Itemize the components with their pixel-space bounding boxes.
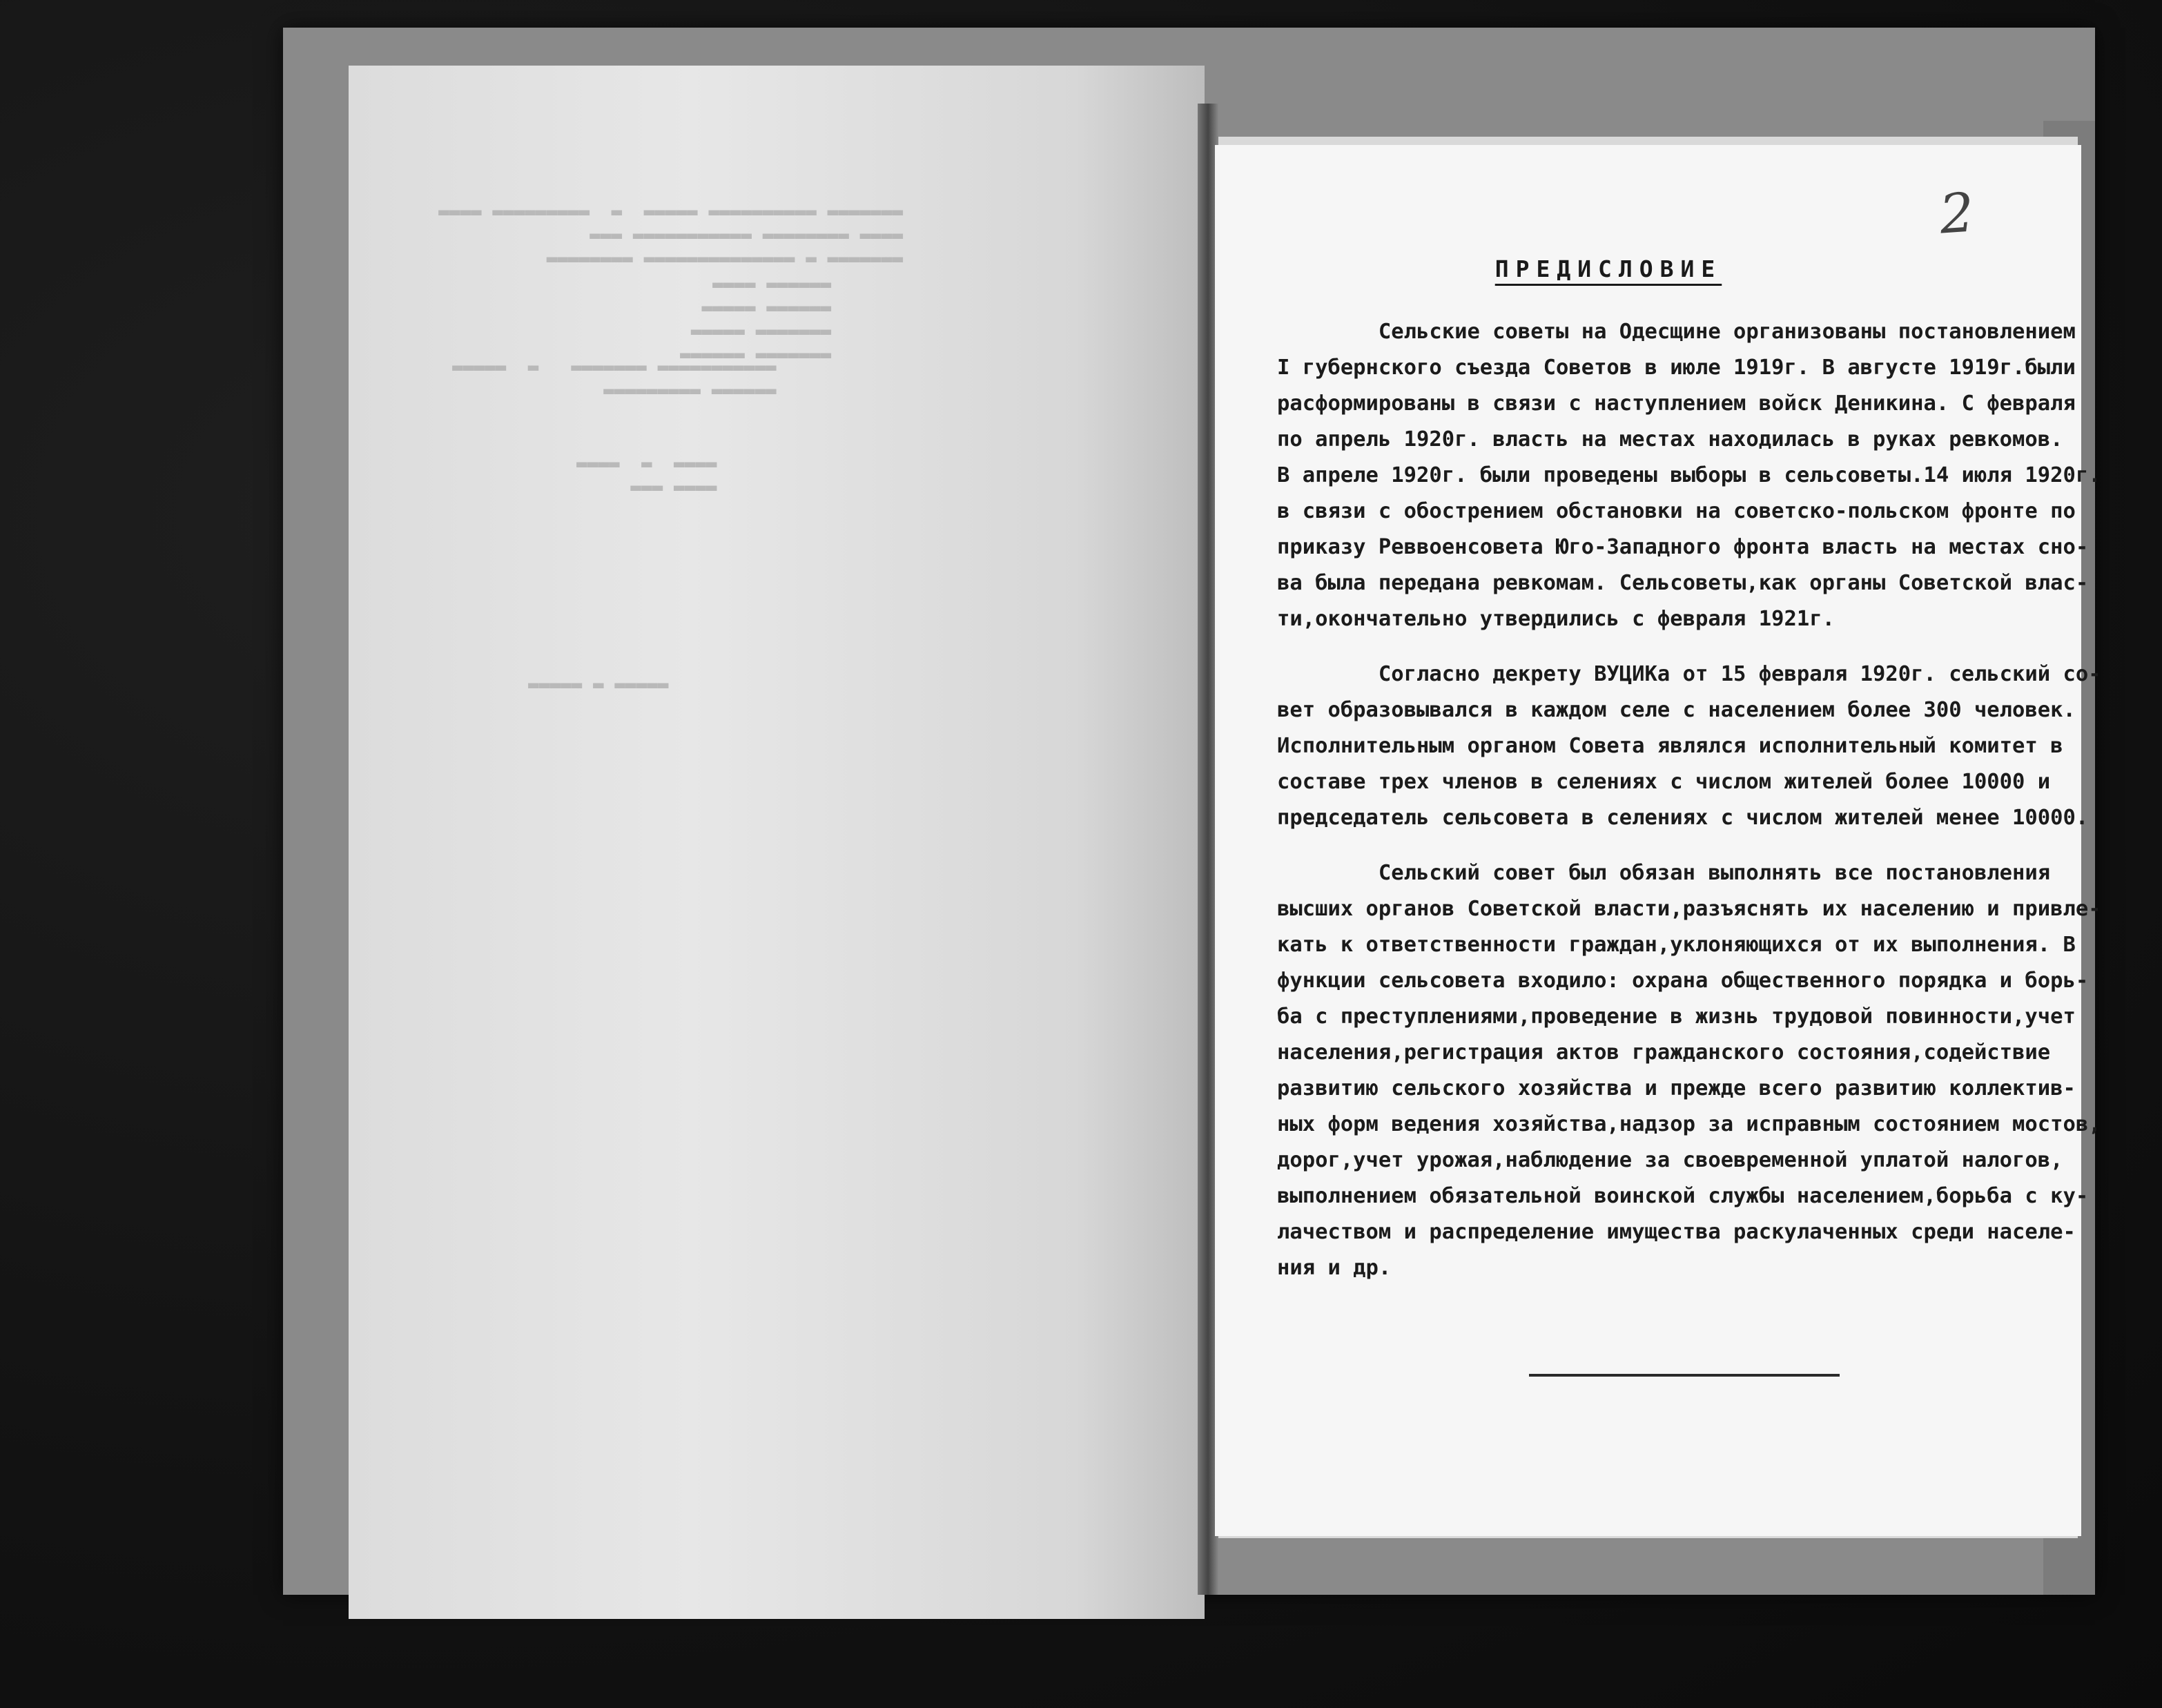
text-line: ба с преступлениями,проведение в жизнь трудовой повинности,учет bbox=[1277, 1005, 2076, 1029]
handwritten-page-number: 2 bbox=[1937, 182, 1976, 246]
text-line: Сельский совет был обязан выполнять все постановления bbox=[1277, 861, 2051, 885]
text-line: ти,окончательно утвердились с февраля 1921г. bbox=[1277, 607, 1835, 631]
bleed-through-text: ▬▬▬▬▬▬ ▬▬▬▬ ▬▬▬▬▬▬ ▬▬▬▬▬ ▬▬▬▬▬▬▬ ▬▬▬▬▬ ▬▬▬▬▬▬▬ ▬▬▬▬▬▬ bbox=[680, 274, 832, 365]
text-line: расформированы в связи с наступлением войск Деникина. С февраля bbox=[1277, 391, 2076, 416]
document-title: ПРЕДИСЛОВИЕ bbox=[1494, 255, 1722, 282]
text-line: Исполнительным органом Совета являлся исполнительный комитет в bbox=[1277, 734, 2063, 758]
text-line: Согласно декрету ВУЦИКа от 15 февраля 1920г. сельский со- bbox=[1277, 662, 2101, 686]
bleed-through-text: ▬▬▬▬▬ ▬ ▬▬▬▬▬ bbox=[528, 675, 669, 695]
paragraph bbox=[1277, 855, 2101, 1286]
text-line: ва была передана ревкомам. Сельсоветы,как органы Советской влас- bbox=[1277, 571, 2089, 595]
text-line: председатель сельсовета в селениях с числом жителей менее 10000. bbox=[1277, 806, 2089, 830]
document-body bbox=[1277, 314, 2101, 1286]
paragraph-gap bbox=[1277, 637, 2098, 657]
bleed-through-text: ▬▬▬▬ ▬ ▬▬▬▬ ▬▬▬▬ ▬▬▬ bbox=[576, 454, 717, 498]
text-line: I губернского съезда Советов в июле 1919г. В августе 1919г.были bbox=[1277, 356, 2076, 380]
paragraph bbox=[1277, 657, 2101, 836]
text-line: В апреле 1920г. были проведены выборы в сельсоветы.14 июля 1920г. bbox=[1277, 463, 2101, 487]
text-line: в связи с обострением обстановки на советско-польском фронте по bbox=[1277, 499, 2076, 523]
text-line: развитию сельского хозяйства и прежде всего развитию коллектив- bbox=[1277, 1076, 2076, 1100]
text-line: приказу Реввоенсовета Юго-Западного фронта власть на местах сно- bbox=[1277, 535, 2089, 559]
text-line: вет образовывался в каждом селе с населением более 300 человек. bbox=[1277, 698, 2076, 722]
closing-rule bbox=[1529, 1374, 1840, 1377]
text-line: дорог,учет урожая,наблюдение за своевременной уплатой налогов, bbox=[1277, 1148, 2063, 1172]
left-page bbox=[349, 66, 1205, 1619]
bleed-through-text: ▬▬▬▬▬▬▬▬▬▬▬ ▬▬▬▬▬▬▬ ▬ ▬▬▬▬▬ ▬▬▬▬▬▬ ▬▬▬▬▬▬▬▬▬ bbox=[452, 357, 777, 401]
text-line: высших органов Советской власти,разъяснять их населению и привле- bbox=[1277, 897, 2101, 921]
paragraph bbox=[1277, 314, 2101, 637]
text-line: функции сельсовета входило: охрана общественного порядка и борь- bbox=[1277, 969, 2089, 993]
text-line: выполнением обязательной воинской службы населением,борьба с ку- bbox=[1277, 1184, 2089, 1208]
text-line: Сельские советы на Одесщине организованы постановлением bbox=[1277, 320, 2076, 344]
text-line: составе трех членов в селениях с числом жителей более 10000 и bbox=[1277, 770, 2051, 794]
bleed-through-text: ▬▬▬▬▬▬▬ ▬▬▬▬▬▬▬▬▬▬ ▬▬▬▬▬ ▬ ▬▬▬▬▬▬▬▬▬ ▬▬▬▬ ▬▬▬▬ ▬▬▬▬▬▬▬▬ ▬▬▬▬▬▬▬▬▬▬▬ ▬▬▬ ▬▬▬▬▬▬▬ ▬ ▬▬▬▬▬▬▬▬▬▬▬▬▬▬ ▬▬▬▬▬▬▬▬ bbox=[438, 202, 904, 269]
text-line: лачеством и распределение имущества раскулаченных среди населе- bbox=[1277, 1220, 2076, 1244]
text-line: по апрель 1920г. власть на местах находилась в руках ревкомов. bbox=[1277, 427, 2063, 452]
text-line: кать к ответственности граждан,уклоняющихся от их выполнения. В bbox=[1277, 933, 2076, 957]
paragraph-gap bbox=[1277, 836, 2098, 855]
text-line: населения,регистрация актов гражданского состояния,содействие bbox=[1277, 1040, 2051, 1065]
text-line: ния и др. bbox=[1277, 1256, 1392, 1280]
text-line: ных форм ведения хозяйства,надзор за исправным состоянием мостов, bbox=[1277, 1112, 2101, 1136]
